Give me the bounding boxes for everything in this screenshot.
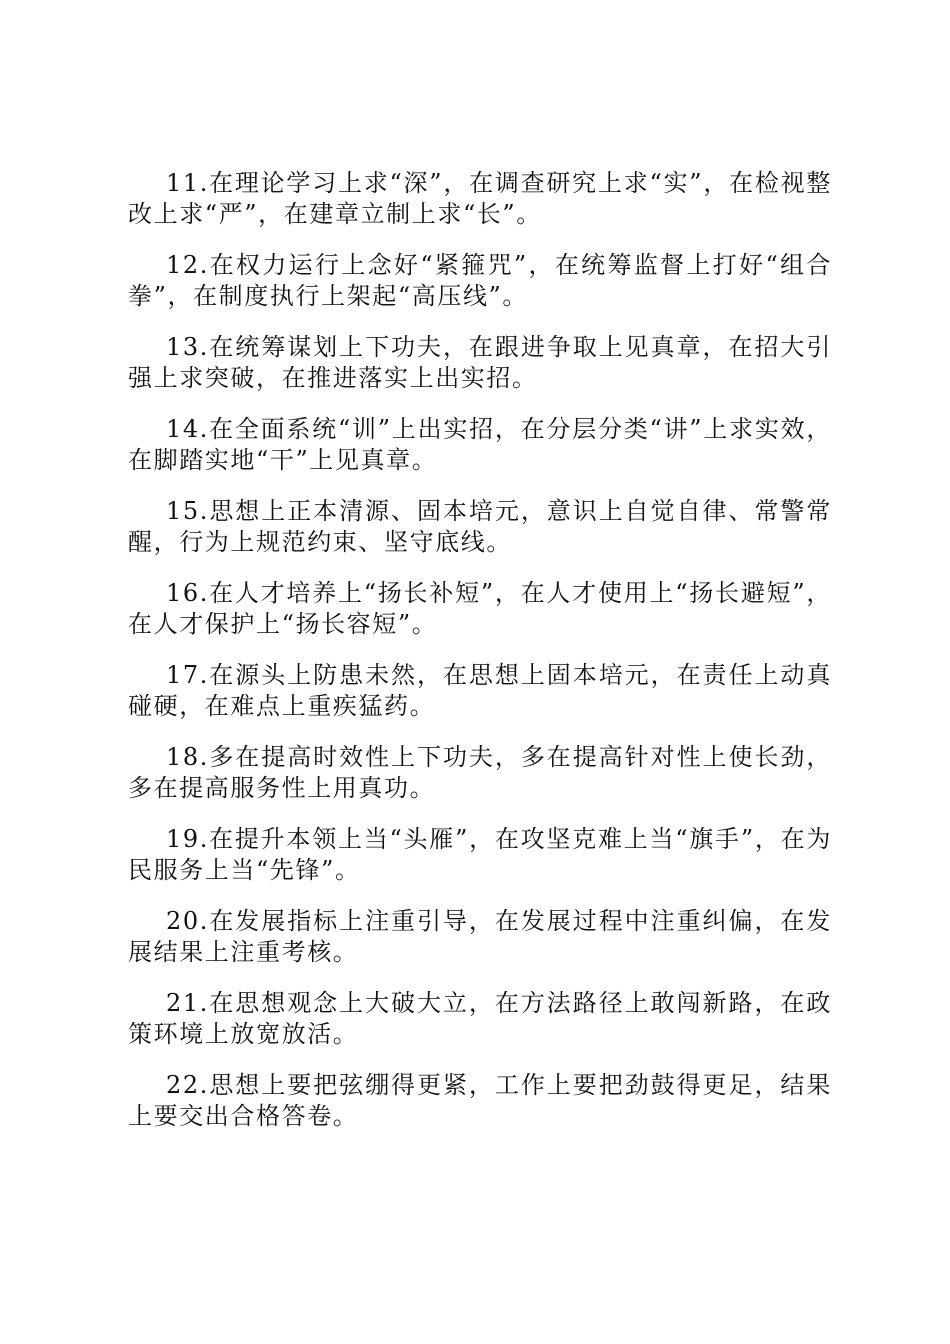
paragraph-11: 11.在理论学习上求“深”，在调查研究上求“实”，在检视整改上求“严”，在建章立制上求“长”。	[128, 169, 832, 228]
paragraph-16: 16.在人才培养上“扬长补短”，在人才使用上“扬长避短”，在人才保护上“扬长容短”。	[128, 579, 832, 638]
paragraph-19: 19.在提升本领上当“头雁”，在攻坚克难上当“旗手”，在为民服务上当“先锋”。	[128, 825, 832, 884]
paragraph-15: 15.思想上正本清源、固本培元，意识上自觉自律、常警常醒，行为上规范约束、坚守底线。	[128, 497, 832, 556]
paragraph-20: 20.在发展指标上注重引导，在发展过程中注重纠偏，在发展结果上注重考核。	[128, 907, 832, 966]
paragraph-12: 12.在权力运行上念好“紧箍咒”，在统筹监督上打好“组合拳”，在制度执行上架起“高压线”。	[128, 251, 832, 310]
paragraph-17: 17.在源头上防患未然，在思想上固本培元，在责任上动真碰硬，在难点上重疾猛药。	[128, 661, 832, 720]
paragraph-14: 14.在全面系统“训”上出实招，在分层分类“讲”上求实效，在脚踏实地“干”上见真章。	[128, 415, 832, 474]
paragraph-13: 13.在统筹谋划上下功夫，在跟进争取上见真章，在招大引强上求突破，在推进落实上出实招。	[128, 333, 832, 392]
paragraph-21: 21.在思想观念上大破大立，在方法路径上敢闯新路，在政策环境上放宽放活。	[128, 989, 832, 1048]
document-body	[128, 168, 832, 1152]
paragraph-22: 22.思想上要把弦绷得更紧，工作上要把劲鼓得更足，结果上要交出合格答卷。	[128, 1071, 832, 1130]
paragraph-18: 18.多在提高时效性上下功夫，多在提高针对性上使长劲，多在提高服务性上用真功。	[128, 743, 832, 802]
